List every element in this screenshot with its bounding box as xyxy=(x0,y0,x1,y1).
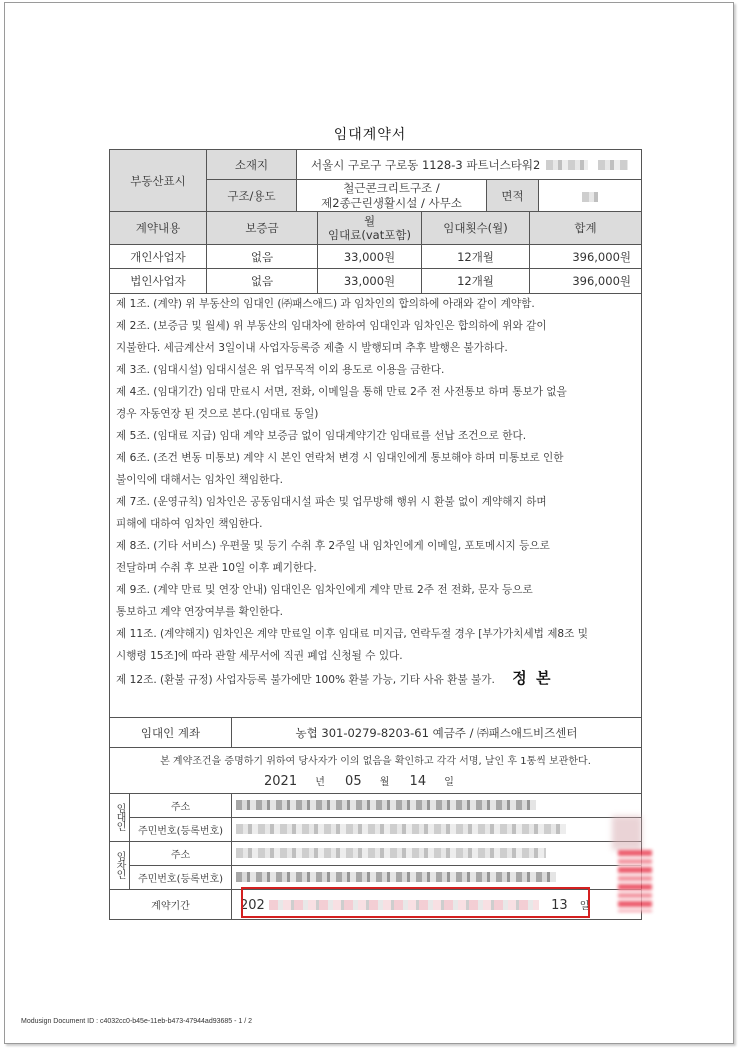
original-copy-stamp: 정 본 xyxy=(512,669,553,687)
contract-date xyxy=(114,772,637,793)
lessee-address-label: 주소 xyxy=(130,842,232,866)
clause-line: 전달하며 수취 후 보관 10일 이후 폐기한다. xyxy=(116,562,317,574)
area-value xyxy=(539,180,642,213)
clause-line: 불이익에 대해서는 임차인 책임한다. xyxy=(116,474,283,486)
lessee-address-value xyxy=(232,842,642,866)
location-label: 소재지 xyxy=(207,150,297,180)
lessee-label-cell xyxy=(110,842,130,890)
redacted-address xyxy=(546,160,588,170)
redacted-lessee-address xyxy=(236,848,546,858)
row-total: 396,000원 xyxy=(530,269,642,294)
clause-line: 제 11조. (계약해지) 임차인은 계약 만료일 이후 임대료 미지급, 연락두절 경우 [부가가치세법 제8조 및 xyxy=(116,628,589,640)
clause-text: 제 12조. (환불 규정) 사업자등록 불가에만 100% 환불 가능, 기타 사유 환불 불가. xyxy=(116,674,495,686)
redacted-address-2 xyxy=(598,160,628,170)
confirmation-cell xyxy=(110,748,642,794)
clause-line: 제 5조. (임대료 지급) 임대 계약 보증금 없이 임대계약기간 임대료를 선납 조건으로 한다. xyxy=(116,430,527,442)
confirmation-text: 본 계약조건을 증명하기 위하여 당사자가 이의 없음을 확인하고 각각 서명, 날인 후 1통씩 보관한다. xyxy=(160,755,591,767)
clause-line: 피해에 대하여 임차인 책임한다. xyxy=(116,518,263,530)
table-row xyxy=(110,269,642,294)
clause-line: 제 1조. (계약) 위 부동산의 임대인 (㈜패스애드) 과 임차인의 합의하에 아래와 같이 계약함. xyxy=(116,298,535,310)
lessee-id-value xyxy=(232,866,642,890)
document-title: 임대계약서 xyxy=(333,127,407,143)
date-year-unit: 년 xyxy=(315,776,325,788)
date-day-unit: 일 xyxy=(444,776,454,788)
lessor-label-cell xyxy=(110,794,130,842)
header-total: 합계 xyxy=(530,212,642,245)
period-end-day: 13 xyxy=(551,897,568,913)
row-rent: 33,000원 xyxy=(318,245,422,269)
header-deposit: 보증금 xyxy=(207,212,318,245)
period-end-unit: 일 xyxy=(579,900,590,912)
clause-line: 지불한다. 세금계산서 3일이내 사업자등록증 제출 시 발행되며 추후 발행은 불가하다. xyxy=(116,342,508,354)
contract-clauses xyxy=(109,293,642,717)
lessee-id-label: 주민번호(등록번호) xyxy=(130,866,232,890)
lessor-address-label: 주소 xyxy=(130,794,232,818)
redacted-lessee-id xyxy=(236,872,556,882)
lessee-label: 임차인 xyxy=(114,850,125,878)
date-day: 14 xyxy=(409,773,427,789)
header-item: 계약내용 xyxy=(110,212,207,245)
clause-line: 통보하고 계약 연장여부를 확인한다. xyxy=(116,606,283,618)
redacted-area xyxy=(582,192,598,202)
header-rent-line2: 임대료(vat포함) xyxy=(328,228,411,242)
row-deposit: 없음 xyxy=(207,245,318,269)
clause-line: 제 7조. (운영규칙) 임차인은 공동임대시설 파손 및 업무방해 행위 시 환불 없이 계약해지 하며 xyxy=(116,496,547,508)
highlight-box xyxy=(241,887,590,918)
header-rent-line1: 월 xyxy=(363,214,376,228)
row-type: 법인사업자 xyxy=(110,269,207,294)
structure-cell xyxy=(297,180,487,213)
lessor-label: 임대인 xyxy=(114,802,125,830)
row-rent: 33,000원 xyxy=(318,269,422,294)
property-section-label: 부동산표시 xyxy=(110,150,207,213)
header-count: 임대횟수(월) xyxy=(422,212,530,245)
structure-line2: 제2종근린생활시설 / 사무소 xyxy=(321,196,462,210)
signature-blur xyxy=(618,850,652,912)
account-table xyxy=(109,717,642,794)
lessor-id-value xyxy=(232,818,642,842)
clause-line: 제 8조. (기타 서비스) 우편물 및 등기 수취 후 2주일 내 임차인에게 이메일, 포토메시지 등으로 xyxy=(116,540,550,552)
lessor-id-label: 주민번호(등록번호) xyxy=(130,818,232,842)
row-count: 12개월 xyxy=(422,269,530,294)
clause-line-last xyxy=(116,667,641,691)
row-type: 개인사업자 xyxy=(110,245,207,269)
clause-line: 시행령 15조]에 따라 관할 세무서에 직권 폐업 신청될 수 있다. xyxy=(116,650,403,662)
property-table xyxy=(109,149,642,213)
account-label: 임대인 계좌 xyxy=(110,718,232,748)
account-value: 농협 301-0279-8203-61 예금주 / ㈜패스애드비즈센터 xyxy=(232,718,642,748)
lessor-address-value xyxy=(232,794,642,818)
date-year: 2021 xyxy=(264,773,298,789)
structure-line1: 철근콘크리트구조 / xyxy=(343,181,440,195)
row-total: 396,000원 xyxy=(530,245,642,269)
seal-blur xyxy=(612,816,642,850)
header-rent xyxy=(318,212,422,245)
date-month-unit: 월 xyxy=(379,776,390,788)
row-count: 12개월 xyxy=(422,245,530,269)
period-label: 계약기간 xyxy=(110,890,232,920)
location-value: 서울시 구로구 구로동 1128-3 파트너스타워2 xyxy=(311,157,541,172)
document-id-footer: Modusign Document ID : c4032cc0-b45e-11eb-b473-47944ad93685 - 1 / 2 xyxy=(21,1018,253,1025)
area-label: 면적 xyxy=(487,180,539,213)
date-month: 05 xyxy=(345,773,362,789)
row-deposit: 없음 xyxy=(207,269,318,294)
redacted-lessor-id xyxy=(236,824,566,834)
table-row xyxy=(110,245,642,269)
clause-line: 제 2조. (보증금 및 월세) 위 부동산의 임대차에 한하여 임대인과 임차인은 합의하에 위와 같이 xyxy=(116,320,547,332)
contract-table xyxy=(109,211,642,294)
redacted-lessor-address xyxy=(236,800,536,810)
location-cell xyxy=(297,150,642,180)
period-start-prefix: 202 xyxy=(240,897,265,913)
clause-line: 제 6조. (조건 변동 미통보) 계약 시 본인 연락처 변경 시 임대인에게 통보해야 하며 미통보로 인한 xyxy=(116,452,564,464)
clause-line: 경우 자동연장 된 것으로 본다.(임대료 동일) xyxy=(116,408,319,420)
clause-line: 제 3조. (임대시설) 임대시설은 위 업무목적 이외 용도로 이용을 금한다. xyxy=(116,364,445,376)
structure-label: 구조/용도 xyxy=(207,180,297,213)
clause-line: 제 9조. (계약 만료 및 연장 안내) 임대인은 임차인에게 계약 만료 2주 전 전화, 문자 등으로 xyxy=(116,584,533,596)
clause-line: 제 4조. (임대기간) 임대 만료시 서면, 전화, 이메일을 통해 만료 2주 전 사전통보 하며 통보가 없을 xyxy=(116,386,567,398)
